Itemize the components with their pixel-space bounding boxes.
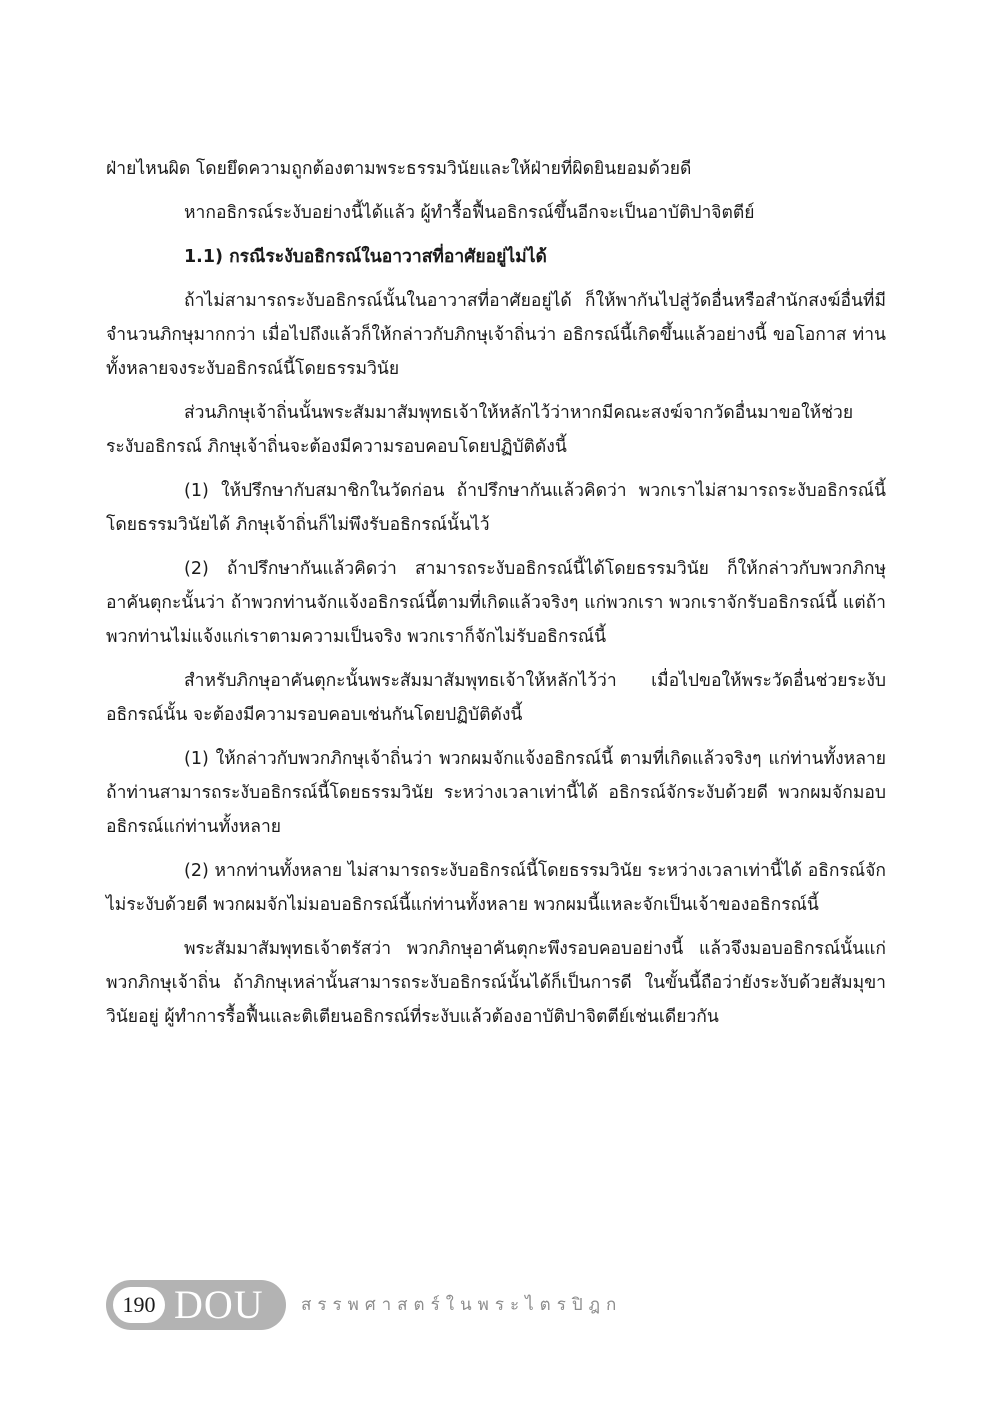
paragraph-visiting-rule-2: (2) หากท่านทั้งหลาย ไม่สามารถระงับอธิกรณ์นี้โดยธรรมวินัย ระหว่างเวลาเท่านี้ได้ อธิกรณ์จักไม่ระงับด้วยดี พวกผมจักไม่มอบอธิกรณ์นี้แก่ท่านทั้งหลาย พวกผมนี้แหละจักเป็นเจ้าของอธิกรณ์นี้	[106, 861, 886, 915]
section-heading-1-1: 1.1) กรณีระงับอธิกรณ์ในอาวาสที่อาศัยอยู่ไม่ได้	[184, 247, 547, 267]
paragraph-continuation: ฝ่ายไหนผิด โดยยึดความถูกต้องตามพระธรรมวินัยและให้ฝ่ายที่ผิดยินยอมด้วยดี	[106, 159, 692, 179]
paragraph-visiting-rule-1: (1) ให้กล่าวกับพวกภิกษุเจ้าถิ่นว่า พวกผมจักแจ้งอธิกรณ์นี้ ตามที่เกิดแล้วจริงๆ แก่ท่านทั้งหลาย ถ้าท่านสามารถระงับอธิกรณ์นี้โดยธรรมวินัย ระหว่างเวลาเท่านี้ได้ อธิกรณ์จักระงับด้วยดี พวกผมจักมอบอธิกรณ์แก่ท่านทั้งหลาย	[106, 749, 886, 837]
paragraph-aapatti-note: หากอธิกรณ์ระงับอย่างนี้ได้แล้ว ผู้ทำรื้อฟื้นอธิกรณ์ขึ้นอีกจะเป็นอาบัติปาจิตตีย์	[184, 203, 755, 223]
page-badge	[106, 1280, 286, 1330]
book-title: สรรพศาสตร์ในพระไตรปิฎก	[301, 1295, 623, 1315]
dou-logo: DOU	[174, 1282, 264, 1327]
paragraph-visiting-monks: สำหรับภิกษุอาคันตุกะนั้นพระสัมมาสัมพุทธเจ้าให้หลักไว้ว่า เมื่อไปขอให้พระวัดอื่นช่วยระงับอธิกรณ์นั้น จะต้องมีความรอบคอบเช่นกันโดยปฏิบัติดังนี้	[106, 671, 886, 725]
paragraph-resident-monks: ส่วนภิกษุเจ้าถิ่นนั้นพระสัมมาสัมพุทธเจ้าให้หลักไว้ว่าหากมีคณะสงฆ์จากวัดอื่นมาขอให้ช่วยระงับอธิกรณ์ ภิกษุเจ้าถิ่นจะต้องมีความรอบคอบโดยปฏิบัติดังนี้	[106, 403, 854, 457]
page-number: 190	[113, 1287, 165, 1323]
page-body	[106, 152, 886, 1034]
paragraph-resident-rule-1: (1) ให้ปรึกษากับสมาชิกในวัดก่อน ถ้าปรึกษากันแล้วคิดว่า พวกเราไม่สามารถระงับอธิกรณ์นี้โดยธรรมวินัยได้ ภิกษุเจ้าถิ่นก็ไม่พึงรับอธิกรณ์นั้นไว้	[106, 481, 886, 535]
page-footer	[106, 1280, 666, 1330]
paragraph-buddha-said: พระสัมมาสัมพุทธเจ้าตรัสว่า พวกภิกษุอาคันตุกะพึงรอบคอบอย่างนี้ แล้วจึงมอบอธิกรณ์นั้นแก่พวกภิกษุเจ้าถิ่น ถ้าภิกษุเหล่านั้นสามารถระงับอธิกรณ์นั้นได้ก็เป็นการดี ในขั้นนี้ถือว่ายังระงับด้วยสัมมุขาวินัยอยู่ ผู้ทำการรื้อฟื้นและติเตียนอธิกรณ์ที่ระงับแล้วต้องอาบัติปาจิตตีย์เช่นเดียวกัน	[106, 939, 886, 1027]
paragraph-resident-rule-2: (2) ถ้าปรึกษากันแล้วคิดว่า สามารถระงับอธิกรณ์นี้ได้โดยธรรมวินัย ก็ให้กล่าวกับพวกภิกษุอาคันตุกะนั้นว่า ถ้าพวกท่านจักแจ้งอธิกรณ์นี้ตามที่เกิดแล้วจริงๆ แก่พวกเรา พวกเราจักรับอธิกรณ์นี้ แต่ถ้าพวกท่านไม่แจ้งแก่เราตามความเป็นจริง พวกเราก็จักไม่รับอธิกรณ์นี้	[106, 559, 886, 647]
paragraph-go-other-temple: ถ้าไม่สามารถระงับอธิกรณ์นั้นในอาวาสที่อาศัยอยู่ได้ ก็ให้พากันไปสู่วัดอื่นหรือสำนักสงฆ์อื่นที่มีจำนวนภิกษุมากกว่า เมื่อไปถึงแล้วก็ให้กล่าวกับภิกษุเจ้าถิ่นว่า อธิกรณ์นี้เกิดขึ้นแล้วอย่างนี้ ขอโอกาส ท่านทั้งหลายจงระงับอธิกรณ์นี้โดยธรรมวินัย	[106, 291, 886, 379]
